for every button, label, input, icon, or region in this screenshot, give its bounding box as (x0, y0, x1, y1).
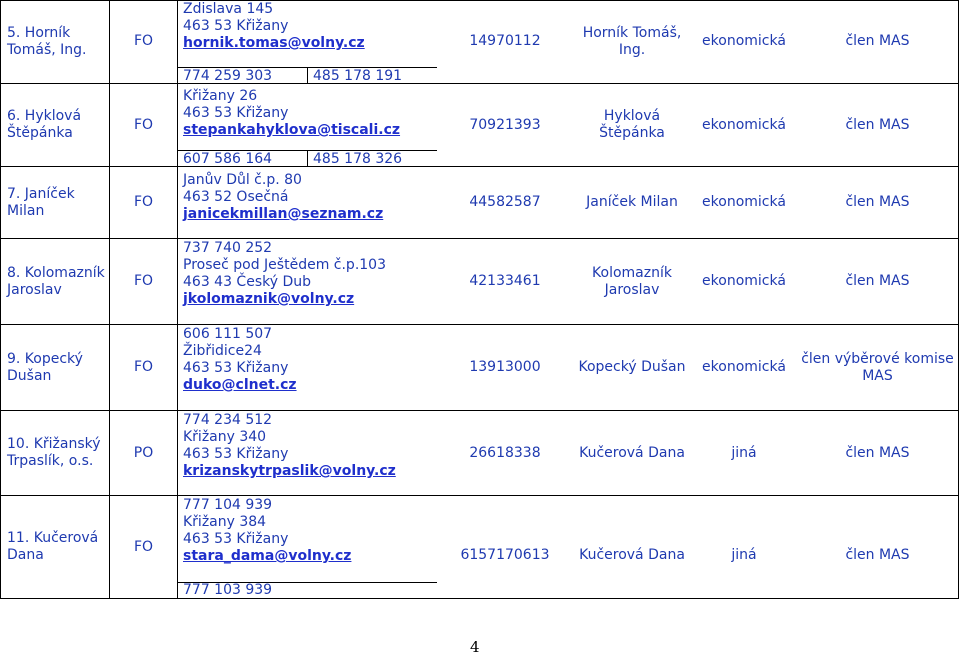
representative: Kučerová Dana (579, 444, 685, 461)
representative: Janíček Milan (586, 194, 678, 210)
membership: člen MAS (845, 116, 910, 133)
phone: 777 104 939 (183, 497, 273, 513)
ico: 44582587 (469, 194, 541, 210)
sector: ekonomická (702, 273, 786, 289)
legal-form: FO (133, 359, 154, 375)
address-line: Křižany 26 (183, 88, 258, 104)
phone: 607 586 164 (183, 151, 273, 167)
address-block (183, 514, 351, 565)
legal-form: PO (133, 444, 154, 461)
member-name: 10. Křižanský Trpaslík, o.s. (7, 436, 101, 469)
email-link[interactable]: stepankahyklova@tiscali.cz (183, 122, 401, 138)
address-block (183, 429, 396, 480)
legal-form: FO (133, 273, 154, 289)
email-link[interactable]: duko@clnet.cz (183, 377, 297, 393)
phone-divider (307, 67, 308, 84)
membership: člen MAS (845, 546, 910, 563)
address-block (183, 172, 383, 223)
address-line: 463 52 Osečná (183, 189, 289, 205)
member-name: 9. Kopecký Dušan (7, 350, 83, 384)
member-name: 6. Hyklová Štěpánka (7, 108, 82, 141)
membership: člen MAS (845, 194, 910, 210)
legal-form: FO (133, 33, 154, 49)
email-link[interactable]: janicekmillan@seznam.cz (183, 206, 384, 222)
representative: Kopecký Dušan (578, 359, 686, 375)
ico: 26618338 (469, 444, 541, 461)
phone: 485 178 326 (313, 151, 403, 167)
address-line: 463 53 Křižany (183, 105, 289, 121)
representative: Kučerová Dana (579, 546, 685, 563)
sector: jiná (731, 546, 757, 563)
representative: Hyklová Štěpánka (599, 108, 665, 141)
email-link[interactable]: stara_dama@volny.cz (183, 548, 352, 564)
address-line: Proseč pod Ještědem č.p.103 (183, 257, 386, 273)
column-divider (177, 0, 178, 599)
address-line: 463 53 Křižany (183, 360, 289, 376)
ico: 70921393 (469, 116, 541, 133)
phone: 737 740 252 (183, 240, 273, 256)
address-line: Janův Důl č.p. 80 (183, 172, 302, 188)
ico: 14970112 (469, 33, 541, 49)
page-number: 4 (470, 638, 480, 656)
membership: člen výběrové komise MAS (801, 350, 954, 384)
membership: člen MAS (845, 33, 910, 49)
legal-form: FO (133, 194, 154, 210)
address-block (183, 88, 400, 139)
membership: člen MAS (845, 444, 910, 461)
address-line: 463 53 Křižany (183, 18, 289, 34)
address-line: Křižany 384 (183, 514, 267, 530)
sector: ekonomická (702, 194, 786, 210)
address-line: 463 53 Křižany (183, 531, 289, 547)
member-name: 11. Kučerová Dana (7, 530, 99, 563)
phone: 777 103 939 (183, 582, 273, 598)
member-name: 7. Janíček Milan (7, 185, 75, 219)
sector: ekonomická (702, 359, 786, 375)
legal-form: FO (133, 116, 154, 133)
phone: 606 111 507 (183, 326, 273, 342)
phone-divider (307, 150, 308, 167)
email-link[interactable]: hornik.tomas@volny.cz (183, 35, 365, 51)
legal-form: FO (133, 538, 154, 555)
ico: 13913000 (469, 359, 541, 375)
sector: ekonomická (702, 33, 786, 49)
address-line: 463 53 Křižany (183, 446, 289, 462)
member-name: 5. Horník Tomáš, Ing. (7, 24, 87, 58)
address-line: Zdislava 145 (183, 1, 274, 17)
representative: Horník Tomáš, Ing. (582, 24, 682, 58)
address-line: Žibřidice24 (183, 343, 262, 359)
address-block (183, 257, 386, 308)
sector: jiná (731, 444, 757, 461)
address-line: Křižany 340 (183, 429, 267, 445)
ico: 42133461 (469, 273, 541, 289)
phone: 485 178 191 (313, 68, 403, 84)
member-name: 8. Kolomazník Jaroslav (7, 264, 105, 298)
ico: 6157170613 (460, 546, 550, 563)
email-link[interactable]: jkolomaznik@volny.cz (183, 291, 355, 307)
address-line: 463 43 Český Dub (183, 274, 312, 290)
sector: ekonomická (702, 116, 786, 133)
membership: člen MAS (845, 273, 910, 289)
address-block (183, 1, 365, 52)
phone: 774 234 512 (183, 412, 273, 428)
address-block (183, 343, 297, 394)
email-link[interactable]: krizanskytrpaslik@volny.cz (183, 463, 396, 479)
phone: 774 259 303 (183, 68, 273, 84)
representative: Kolomazník Jaroslav (592, 264, 672, 298)
